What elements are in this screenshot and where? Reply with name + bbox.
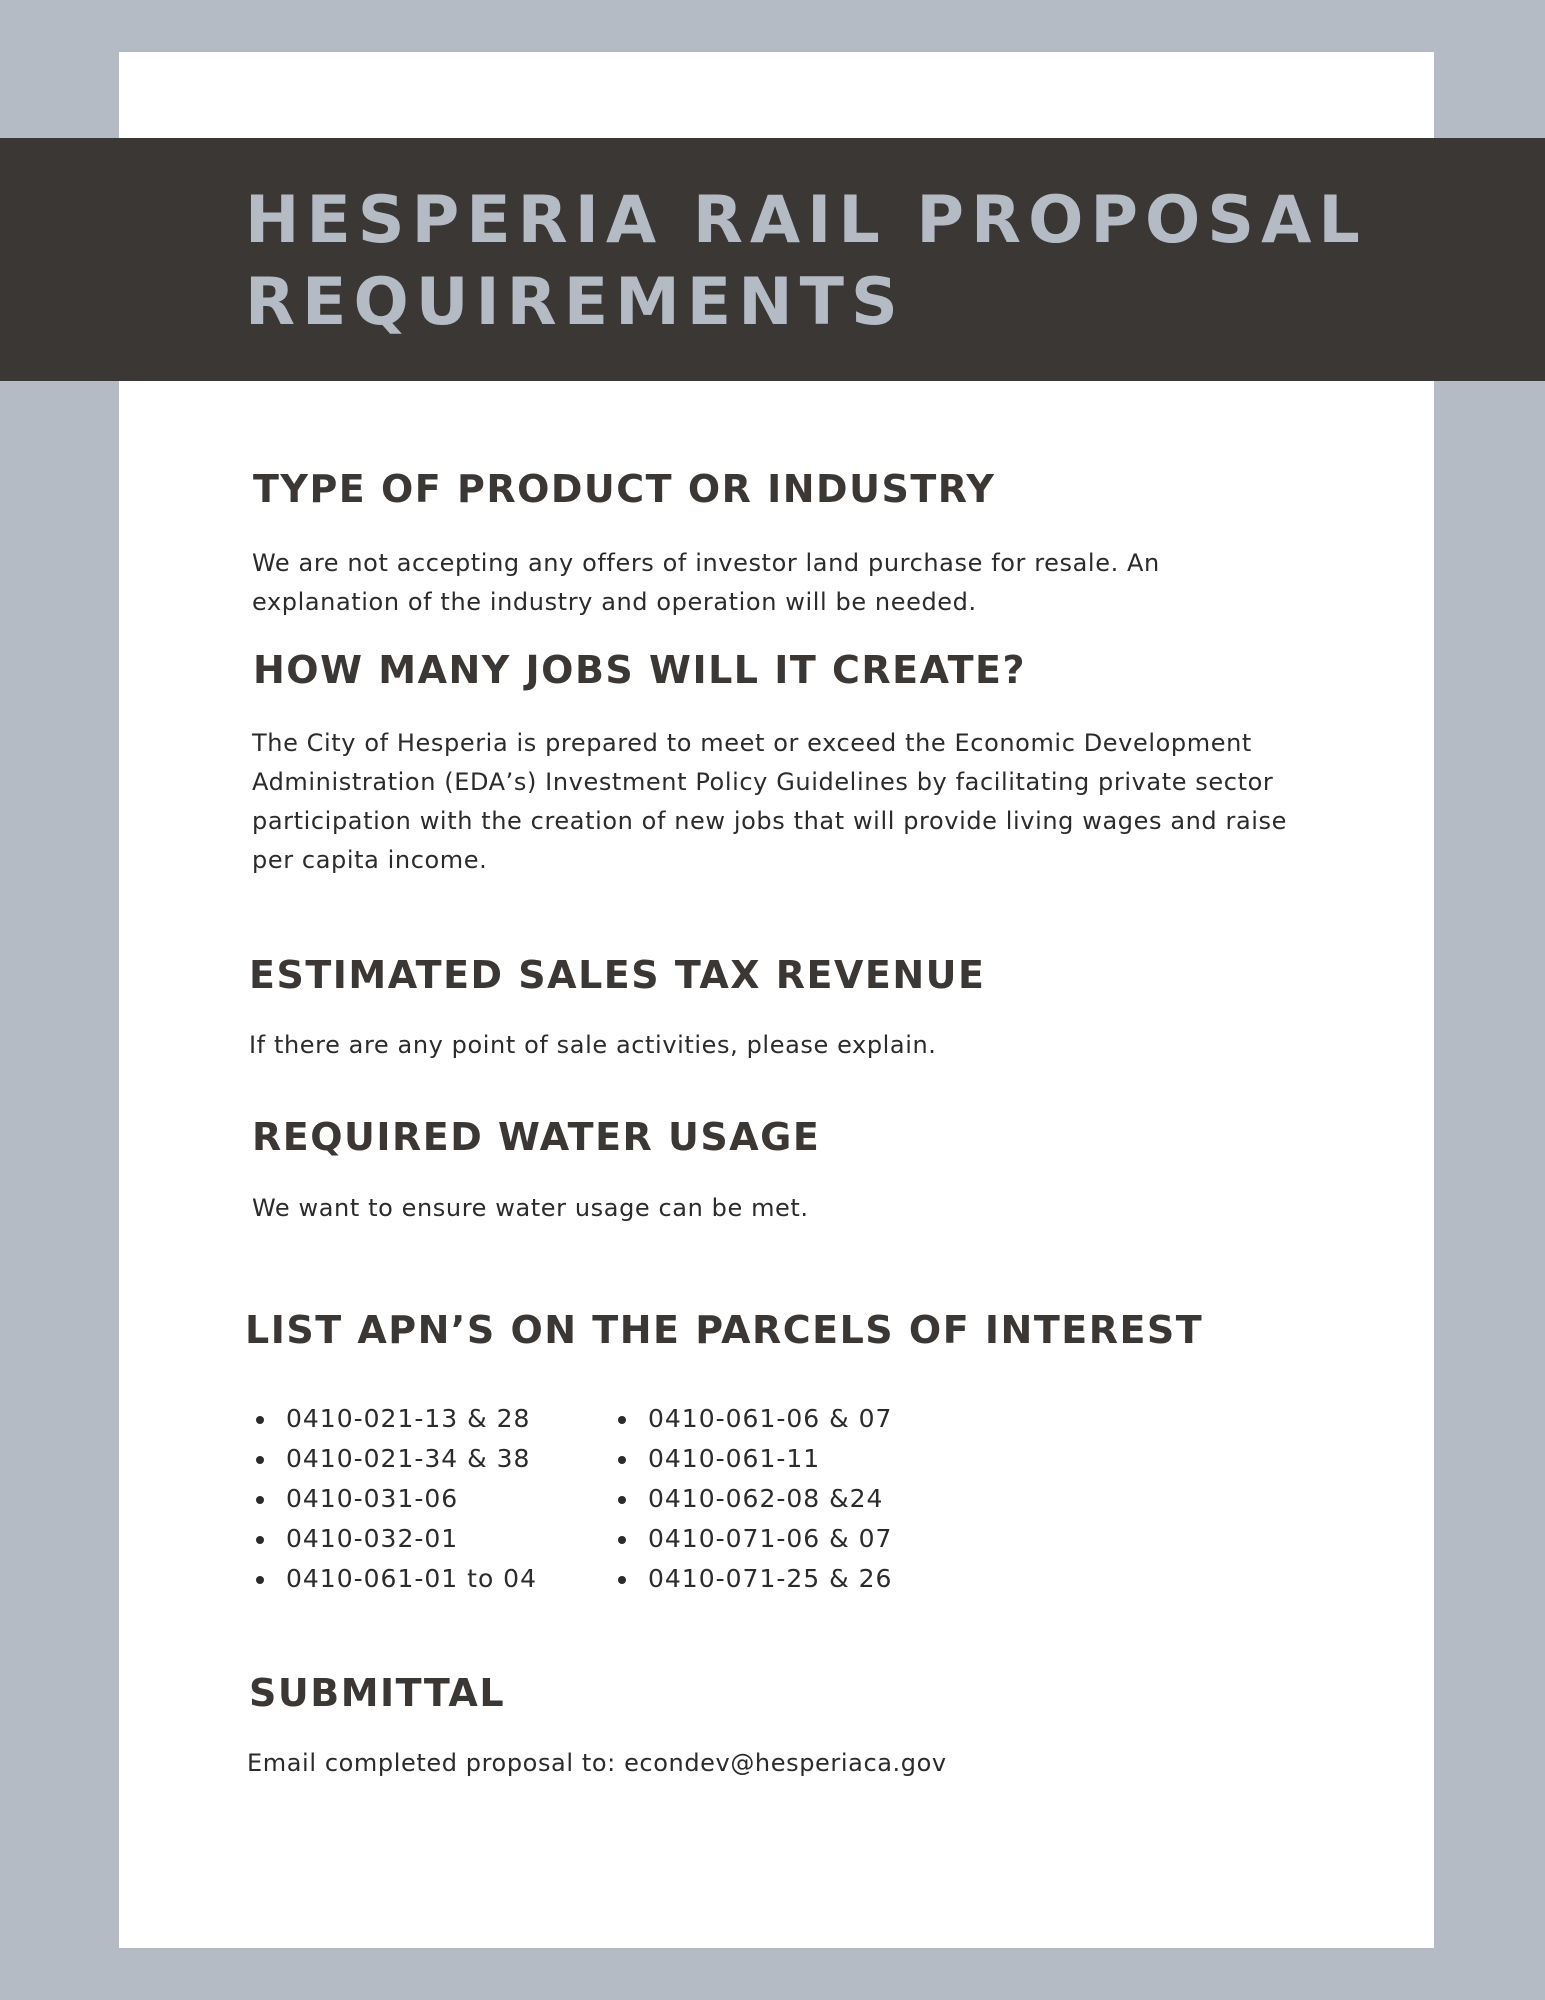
section-heading-sales-tax: ESTIMATED SALES TAX REVENUE [249,953,986,997]
section-heading-submittal: SUBMITTAL [249,1671,506,1715]
apn-list-item: 0410-061-06 & 07 [614,1399,892,1439]
section-heading-product: TYPE OF PRODUCT OR INDUSTRY [253,467,996,511]
apn-list-item: 0410-021-13 & 28 [252,1399,537,1439]
apn-list-right [614,1399,892,1599]
section-heading-jobs: HOW MANY JOBS WILL IT CREATE? [253,648,1027,692]
apn-list-item: 0410-062-08 &24 [614,1479,892,1519]
section-body-product: We are not accepting any offers of investor land purchase for resale. An explanation of the industry and operation will be needed. [252,549,1160,616]
apn-list-left [252,1399,537,1599]
section-heading-water: REQUIRED WATER USAGE [252,1115,821,1159]
apn-list-item: 0410-061-11 [614,1439,892,1479]
section-body-sales-tax: If there are any point of sale activities, please explain. [249,1031,937,1059]
apn-list-item: 0410-021-34 & 38 [252,1439,537,1479]
section-body-jobs: The City of Hesperia is prepared to meet or exceed the Economic Development Administration (EDA’s) Investment Policy Guidelines by facilitating private sector participation with the creation of new jobs that will provide living wages and raise per capita income. [252,729,1288,874]
section-body-submittal: Email completed proposal to: econdev@hesperiaca.gov [247,1749,947,1777]
section-body-water: We want to ensure water usage can be met. [252,1194,809,1222]
apn-list-item: 0410-061-01 to 04 [252,1559,537,1599]
apn-list-item: 0410-071-06 & 07 [614,1519,892,1559]
apn-list-item: 0410-071-25 & 26 [614,1559,892,1599]
document-title: HESPERIA RAIL PROPOSAL REQUIREMENTS [245,183,1367,340]
apn-list-item: 0410-031-06 [252,1479,537,1519]
apn-list-item: 0410-032-01 [252,1519,537,1559]
section-heading-apn: LIST APN’S ON THE PARCELS OF INTEREST [245,1308,1204,1352]
